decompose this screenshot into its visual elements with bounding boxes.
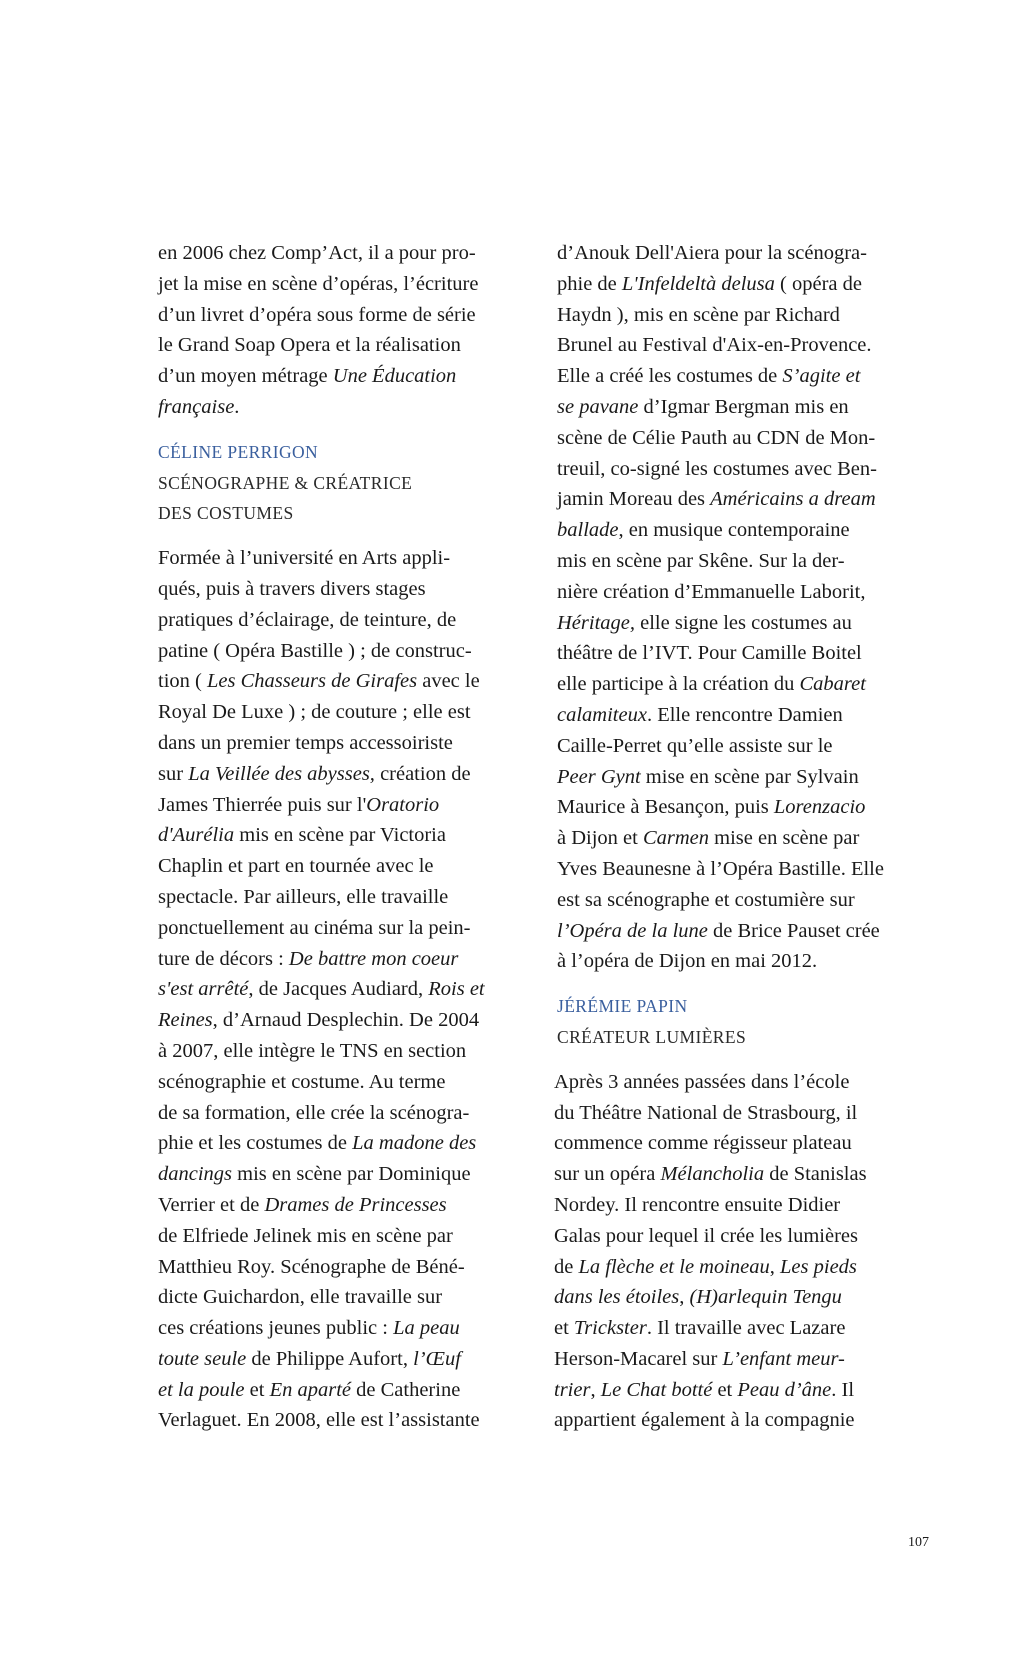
text-line: calamiteux. Elle rencontre Damien xyxy=(557,703,843,726)
person-role: DES COSTUMES xyxy=(158,503,294,524)
text-line: Royal De Luxe ) ; de couture ; elle est xyxy=(158,701,471,724)
text-line: mis en scène par Skêne. Sur la der- xyxy=(557,549,845,572)
text-line: de sa formation, elle crée la scénogra- xyxy=(158,1101,470,1124)
text-line: Matthieu Roy. Scénographe de Béné- xyxy=(158,1255,465,1278)
bio-paragraph xyxy=(554,1067,909,1437)
person-name: JÉRÉMIE PAPIN xyxy=(557,996,688,1017)
text-line: Yves Beaunesne à l’Opéra Bastille. Elle xyxy=(557,857,884,880)
text-line: de La flèche et le moineau, Les pieds xyxy=(554,1255,857,1278)
text-line: qués, puis à travers divers stages xyxy=(158,577,426,600)
text-line: Maurice à Besançon, puis Lorenzacio xyxy=(557,796,866,819)
text-line: Nordey. Il rencontre ensuite Didier xyxy=(554,1193,841,1216)
text-line: nière création d’Emmanuelle Laborit, xyxy=(557,580,866,603)
text-line: ces créations jeunes public : La peau xyxy=(158,1317,460,1340)
continued-paragraph xyxy=(557,238,909,977)
text-line: commence comme régisseur plateau xyxy=(554,1132,852,1155)
text-line: Verlaguet. En 2008, elle est l’assistante xyxy=(158,1409,480,1432)
text-line: Héritage, elle signe les costumes au xyxy=(557,611,852,634)
text-line: treuil, co-signé les costumes avec Ben- xyxy=(557,457,877,480)
text-line: jet la mise en scène d’opéras, l’écriture xyxy=(158,272,479,295)
intro-paragraph xyxy=(158,238,510,423)
text-line: scénographie et costume. Au terme xyxy=(158,1070,446,1093)
text-line: s'est arrêté, de Jacques Audiard, Rois et xyxy=(158,978,485,1001)
text-line: sur un opéra Mélancholia de Stanislas xyxy=(554,1163,867,1186)
text-line: Caille-Perret qu’elle assiste sur le xyxy=(557,734,833,757)
text-line: phie de L'Infeldeltà delusa ( opéra de xyxy=(557,272,862,295)
text-line: et Trickster. Il travaille avec Lazare xyxy=(554,1317,846,1340)
page-number: 107 xyxy=(908,1535,929,1550)
text-line: Peer Gynt mise en scène par Sylvain xyxy=(557,765,859,788)
text-line: scène de Célie Pauth au CDN de Mon- xyxy=(557,426,876,449)
right-column xyxy=(554,238,909,1436)
text-line: dans un premier temps accessoiriste xyxy=(158,731,453,754)
text-line: dancings mis en scène par Dominique xyxy=(158,1163,471,1186)
text-line: d’Anouk Dell'Aiera pour la scénogra- xyxy=(557,242,867,264)
left-column xyxy=(158,238,510,1436)
text-line: est sa scénographe et costumière sur xyxy=(557,888,855,911)
text-line: Haydn ), mis en scène par Richard xyxy=(557,303,840,326)
text-line: patine ( Opéra Bastille ) ; de construc- xyxy=(158,639,472,662)
text-line: spectacle. Par ailleurs, elle travaille xyxy=(158,885,449,908)
text-line: l’Opéra de la lune de Brice Pauset crée xyxy=(557,919,880,942)
text-line: se pavane d’Igmar Bergman mis en xyxy=(557,395,849,418)
text-line: Reines, d’Arnaud Desplechin. De 2004 xyxy=(158,1009,480,1032)
text-line: elle participe à la création du Cabaret xyxy=(557,673,866,696)
text-line: de Elfriede Jelinek mis en scène par xyxy=(158,1224,453,1247)
text-line: dicte Guichardon, elle travaille sur xyxy=(158,1286,443,1309)
text-line: et la poule et En aparté de Catherine xyxy=(158,1378,461,1401)
text-line: toute seule de Philippe Aufort, l’Œuf xyxy=(158,1347,461,1370)
text-line: trier, Le Chat botté et Peau d’âne. Il xyxy=(554,1378,855,1401)
text-line: Chaplin et part en tournée avec le xyxy=(158,855,434,878)
text-line: phie et les costumes de La madone des xyxy=(158,1132,477,1155)
text-line: jamin Moreau des Américains a dream xyxy=(557,488,876,511)
text-line: dans les étoiles, (H)arlequin Tengu xyxy=(554,1286,842,1309)
text-line: Après 3 années passées dans l’école xyxy=(554,1070,850,1093)
text-line: Formée à l’université en Arts appli- xyxy=(158,547,451,570)
text-line: tion ( Les Chasseurs de Girafes avec le xyxy=(158,670,480,693)
bio-paragraph xyxy=(158,543,510,1436)
person-role: SCÉNOGRAPHE & CRÉATRICE xyxy=(158,472,413,493)
text-line: à 2007, elle intègre le TNS en section xyxy=(158,1039,467,1062)
person-role: CRÉATEUR LUMIÈRES xyxy=(557,1026,747,1047)
text-line: française. xyxy=(158,395,240,418)
text-line: James Thierrée puis sur l'Oratorio xyxy=(158,793,440,816)
person-name: CÉLINE PERRIGON xyxy=(158,441,319,462)
text-line: Herson-Macarel sur L’enfant meur- xyxy=(554,1347,845,1370)
text-line: d’un livret d’opéra sous forme de série xyxy=(158,303,476,326)
text-line: d’un moyen métrage Une Éducation xyxy=(158,365,457,388)
text-line: d'Aurélia mis en scène par Victoria xyxy=(158,824,446,847)
text-line: Brunel au Festival d'Aix-en-Provence. xyxy=(557,334,872,357)
text-line: du Théâtre National de Strasbourg, il xyxy=(554,1101,858,1124)
text-line: pratiques d’éclairage, de teinture, de xyxy=(158,608,457,631)
text-line: en 2006 chez Comp’Act, il a pour pro- xyxy=(158,242,476,264)
text-line: à Dijon et Carmen mise en scène par xyxy=(557,827,860,850)
text-line: théâtre de l’IVT. Pour Camille Boitel xyxy=(557,642,862,665)
text-line: sur La Veillée des abysses, création de xyxy=(158,762,471,785)
text-line: appartient également à la compagnie xyxy=(554,1409,855,1432)
text-line: ponctuellement au cinéma sur la pein- xyxy=(158,916,471,939)
text-line: à l’opéra de Dijon en mai 2012. xyxy=(557,950,818,973)
text-line: Galas pour lequel il crée les lumières xyxy=(554,1224,858,1247)
text-line: ballade, en musique contemporaine xyxy=(557,519,850,542)
text-line: Verrier et de Drames de Princesses xyxy=(158,1193,447,1216)
text-line: Elle a créé les costumes de S’agite et xyxy=(557,365,861,388)
text-line: le Grand Soap Opera et la réalisation xyxy=(158,334,461,357)
text-line: ture de décors : De battre mon coeur xyxy=(158,947,459,970)
